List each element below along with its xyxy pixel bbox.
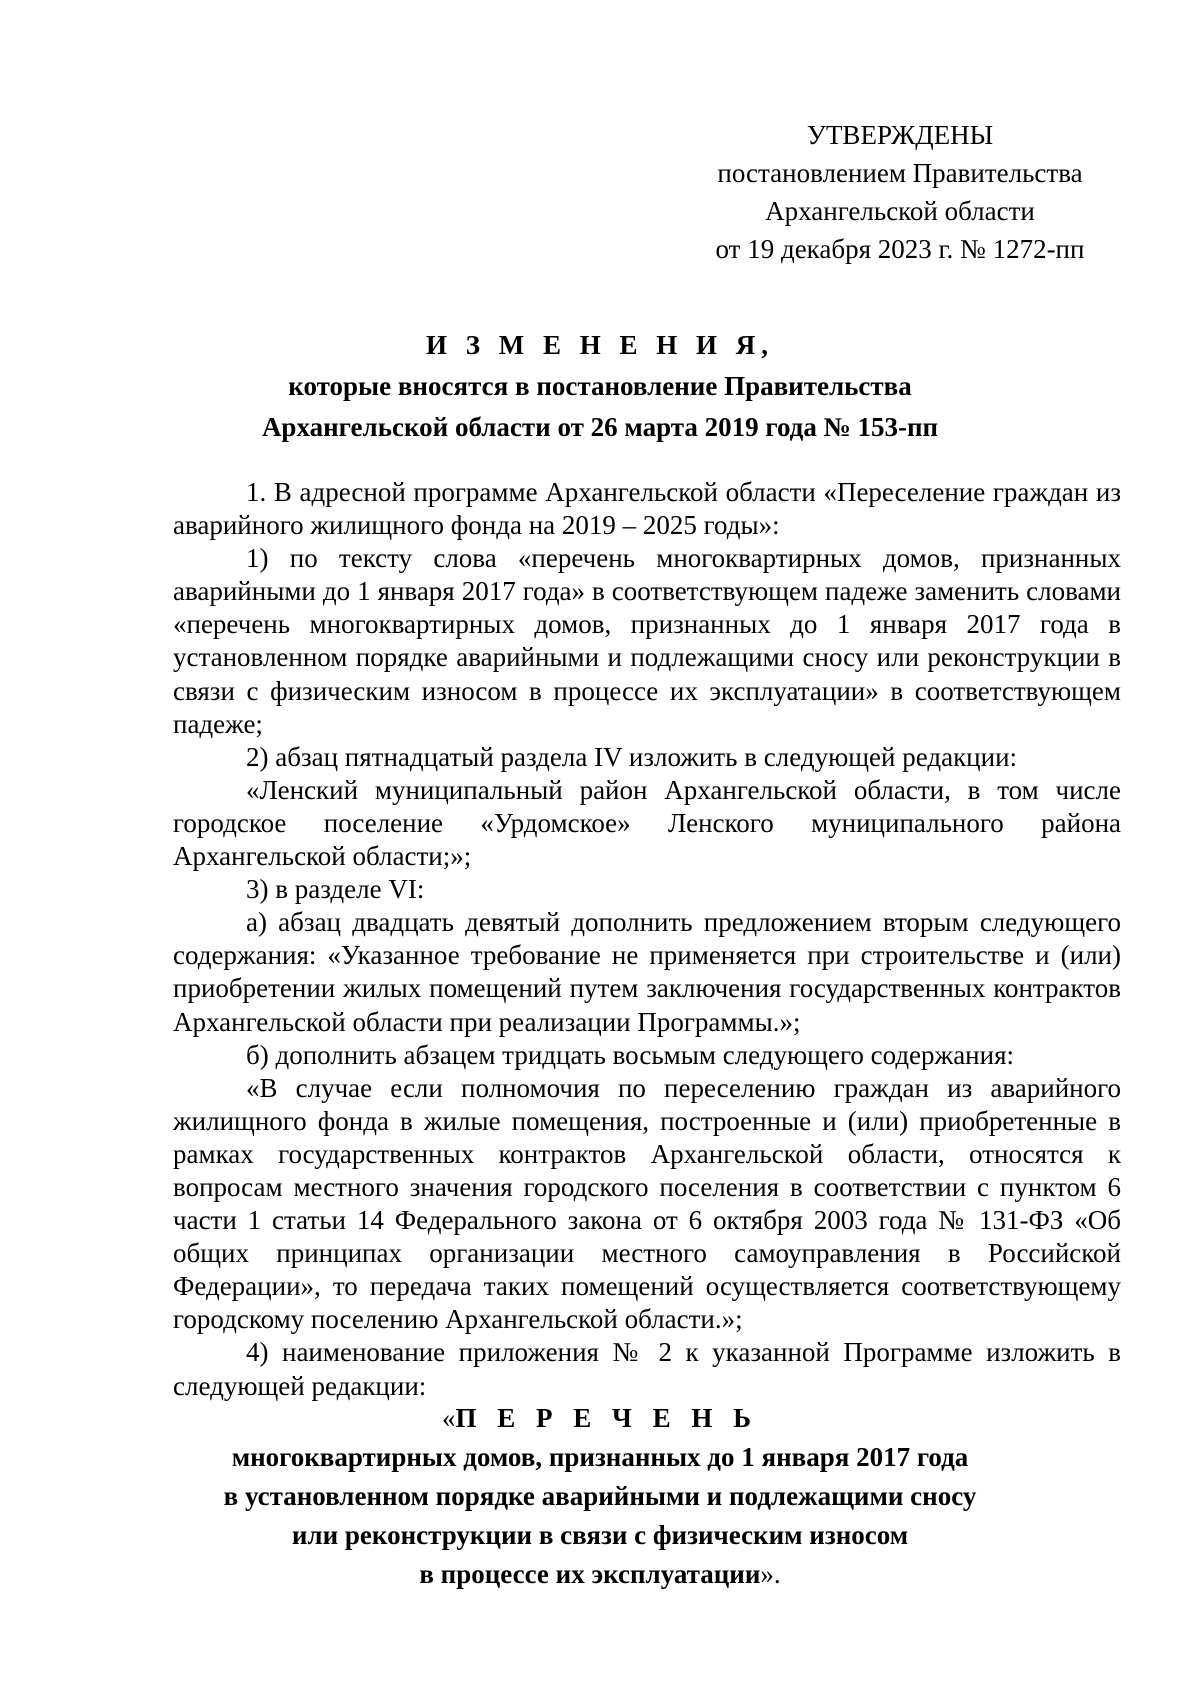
annex-line-5-wrap xyxy=(150,1555,1050,1594)
paragraph-7: б) дополнить абзацем тридцать восьмым следующего содержания: xyxy=(246,1039,1014,1070)
annex-line-3: в установленном порядке аварийными и подлежащими сносу xyxy=(223,1481,977,1511)
title-line-2: которые вносятся в постановление Правительства xyxy=(288,371,912,401)
annex-open-quote: « xyxy=(442,1403,456,1433)
approval-line-2: постановлением Правительства xyxy=(717,158,1083,188)
approval-line-1: УТВЕРЖДЕНЫ xyxy=(806,120,994,150)
paragraph-8: «В случае если полномочия по переселению граждан из аварийного жилищного фонда в жилые помещения, построенные и (или) приобретенные в рамках государственных контрактов Архангельской области, относятся к вопросам местного значения городского поселения в соответствии с пунктом 6 части 1 статьи 14 Федерального закона от 6 октября 2003 года № 131-ФЗ «Об общих принципах организации местного самоуправления в Российской Федерации», то передача таких помещений осуществляется соответствующему городскому поселению Архангельской области.»; xyxy=(173,1072,1121,1335)
annex-line-4: или реконструкции в связи с физическим износом xyxy=(291,1520,909,1550)
annex-close: ». xyxy=(760,1559,781,1589)
approval-stamp xyxy=(690,116,1110,268)
title-heading: И З М Е Н Е Н И Я, xyxy=(425,330,774,360)
annex-line-5: в процессе их эксплуатации xyxy=(419,1559,761,1589)
paragraph-6: а) абзац двадцать девятый дополнить предложением вторым следующего содержания: «Указанное требование не применяется при строительстве и (или) приобретении жилых помещений путем заключения государственных контрактов Архангельской области при реализации Программы.»; xyxy=(173,907,1121,1037)
paragraph-1: 1. В адресной программе Архангельской области «Переселение граждан из аварийного жилищного фонда на 2019 – 2025 годы»: xyxy=(173,477,1121,541)
annex-heading: П Е Р Е Ч Е Н Ь xyxy=(455,1403,758,1433)
paragraph-4: «Ленский муниципальный район Архангельской области, в том числе городское поселение «Урдомское» Ленского муниципального района Архангельской области;»; xyxy=(173,774,1121,872)
paragraph-5: 3) в разделе VI: xyxy=(246,874,425,905)
annex-line-2: многоквартирных домов, признанных до 1 января 2017 года xyxy=(231,1442,969,1472)
document-body xyxy=(173,476,1121,1403)
document-title xyxy=(150,325,1050,448)
annex-title xyxy=(150,1399,1050,1594)
approval-line-3: Архангельской области xyxy=(765,196,1035,226)
paragraph-3: 2) абзац пятнадцатый раздела IV изложить в следующей редакции: xyxy=(246,741,1018,772)
approval-line-4: от 19 декабря 2023 г. № 1272-пп xyxy=(715,234,1085,264)
title-line-3: Архангельской области от 26 марта 2019 года № 153-пп xyxy=(261,412,939,442)
paragraph-2: 1) по тексту слова «перечень многоквартирных домов, признанных аварийными до 1 января 2017 года» в соответствующем падеже заменить словами «перечень многоквартирных домов, признанных до 1 января 2017 года в установленном порядке аварийными и подлежащими сносу или реконструкции в связи с физическим износом в процессе их эксплуатации» в соответствующем падеже; xyxy=(173,543,1121,739)
annex-heading-line xyxy=(150,1399,1050,1438)
paragraph-9: 4) наименование приложения № 2 к указанной Программе изложить в следующей редакции: xyxy=(173,1337,1121,1401)
